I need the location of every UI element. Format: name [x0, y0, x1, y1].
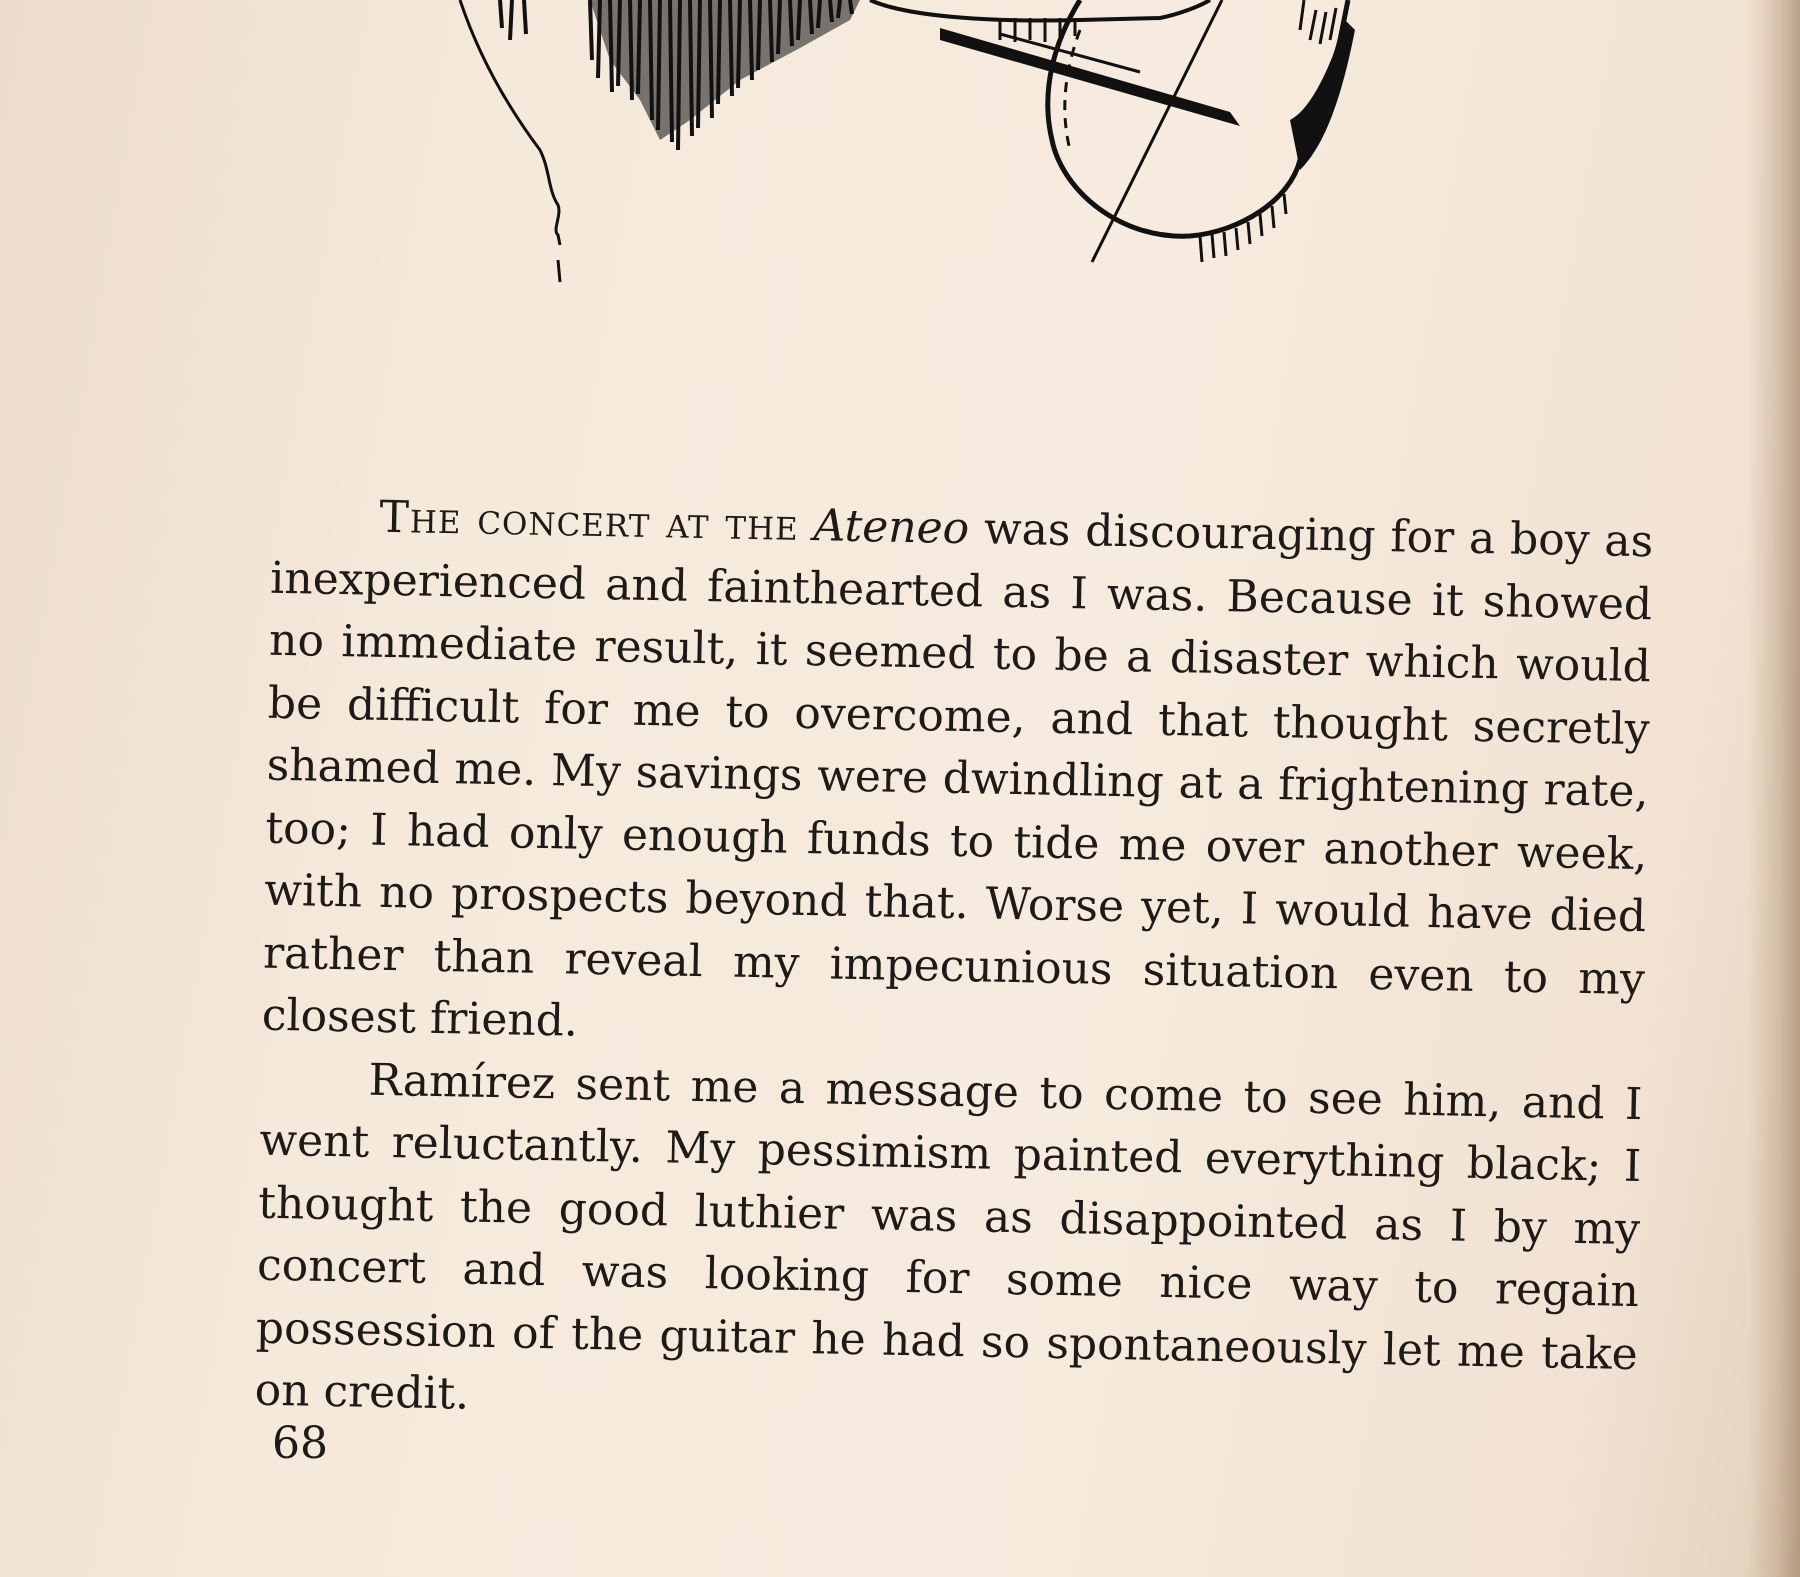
paragraph-1 — [261, 485, 1654, 1074]
face-profile — [460, 0, 560, 282]
body-text — [254, 485, 1654, 1449]
page-number: 68 — [272, 1418, 328, 1469]
strings-line — [1092, 0, 1222, 262]
guitar-neck — [940, 28, 1240, 126]
guitar-waist-shading — [1290, 20, 1355, 170]
hair-dark-mass — [590, 0, 860, 140]
italic-word: Ateneo — [813, 500, 970, 555]
paragraph-1-text: was discouraging for a boy as inexperienced and fainthearted as I was. Because it showed no immediate result, it seemed to be a disaster which would be difficult for me to overcome, and that thought secretly shamed me. My savings were dwindling at a frightening rate, too; I had only enough funds to tide me over another week, with no prospects beyond that. Worse yet, I would have died rather than reveal my impecunious situation even to my closest friend. — [261, 503, 1654, 1047]
chapter-opening-smallcaps: The concert at the — [379, 491, 800, 551]
page-edge-shadow — [1748, 0, 1800, 1577]
guitar-body-dashed — [1065, 30, 1080, 150]
paragraph-2: Ramírez sent me a message to come to see him, and I went reluctantly. My pessimism painted everything black; I thought the good luthier was as disappointed as I by my concert and was looking for some nice way to regain possession of the guitar he had so spontaneously let me take on credit. — [254, 1054, 1643, 1420]
arm — [870, 0, 1210, 20]
guitarist-illustration — [440, 0, 1600, 290]
